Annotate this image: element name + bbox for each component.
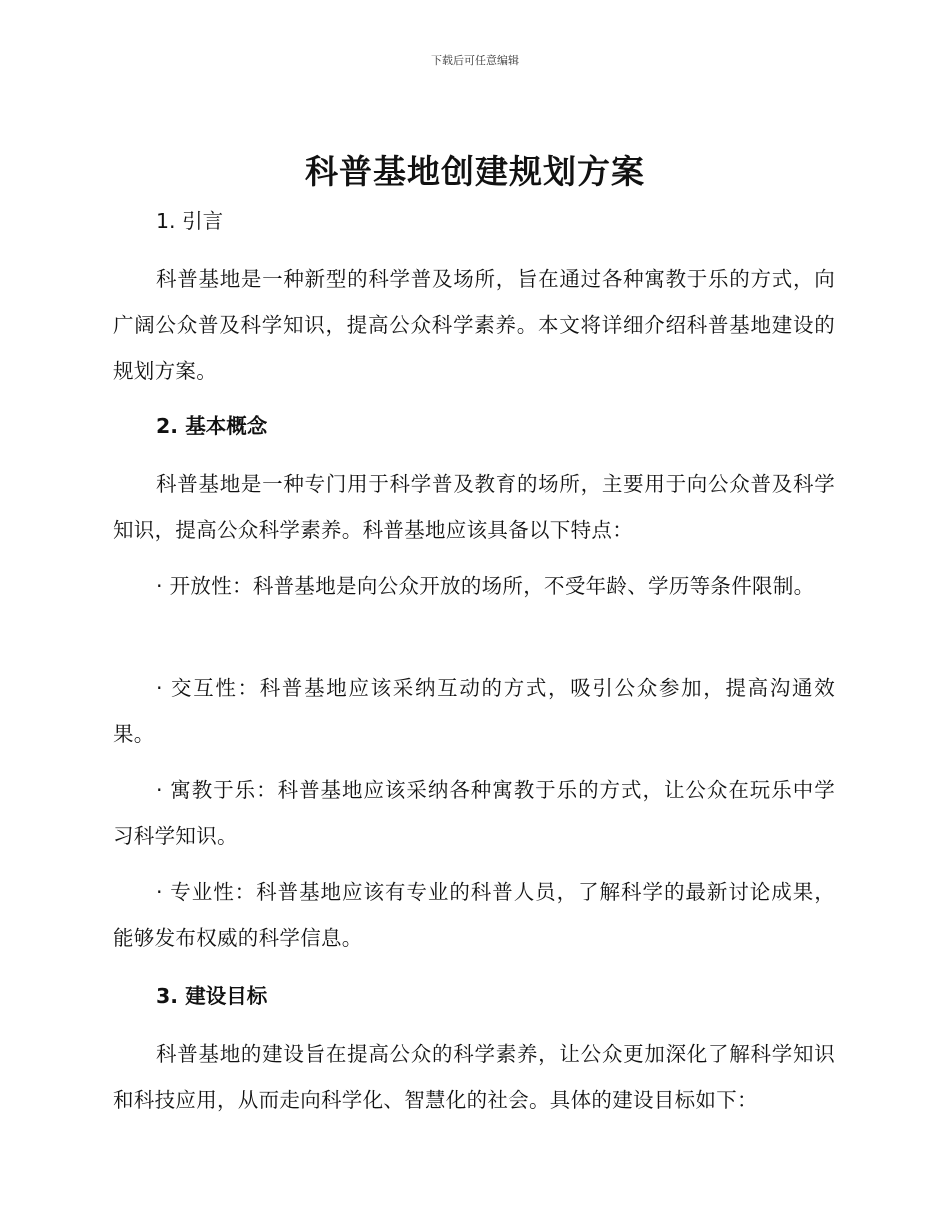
- document-title: 科普基地创建规划方案: [305, 152, 645, 191]
- section-heading-introduction: 1. 引言: [156, 209, 224, 233]
- section-heading-construction-goals: 3. 建设目标: [156, 984, 268, 1008]
- page-header-note: 下载后可任意编辑: [431, 54, 519, 67]
- bullet-edutainment: · 寓教于乐：科普基地应该采纳各种寓教于乐的方式，让公众在玩乐中学习科学知识。: [113, 778, 835, 848]
- section-heading-basic-concept: 2. 基本概念: [156, 414, 268, 438]
- bullet-professionalism: · 专业性：科普基地应该有专业的科普人员，了解科学的最新讨论成果，能够发布权威的科学信息。: [113, 880, 835, 950]
- paragraph-introduction: 科普基地是一种新型的科学普及场所，旨在通过各种寓教于乐的方式，向广阔公众普及科学知识，提高公众科学素养。本文将详细介绍科普基地建设的规划方案。: [113, 267, 835, 383]
- paragraph-construction-goals: 科普基地的建设旨在提高公众的科学素养，让公众更加深化了解科学知识和科技应用，从而走向科学化、智慧化的社会。具体的建设目标如下：: [113, 1042, 835, 1112]
- bullet-interactivity: · 交互性：科普基地应该采纳互动的方式，吸引公众参加，提高沟通效果。: [113, 676, 835, 746]
- paragraph-basic-concept: 科普基地是一种专门用于科学普及教育的场所，主要用于向公众普及科学知识，提高公众科学素养。科普基地应该具备以下特点：: [113, 472, 835, 542]
- bullet-openness: · 开放性：科普基地是向公众开放的场所，不受年龄、学历等条件限制。: [156, 574, 815, 598]
